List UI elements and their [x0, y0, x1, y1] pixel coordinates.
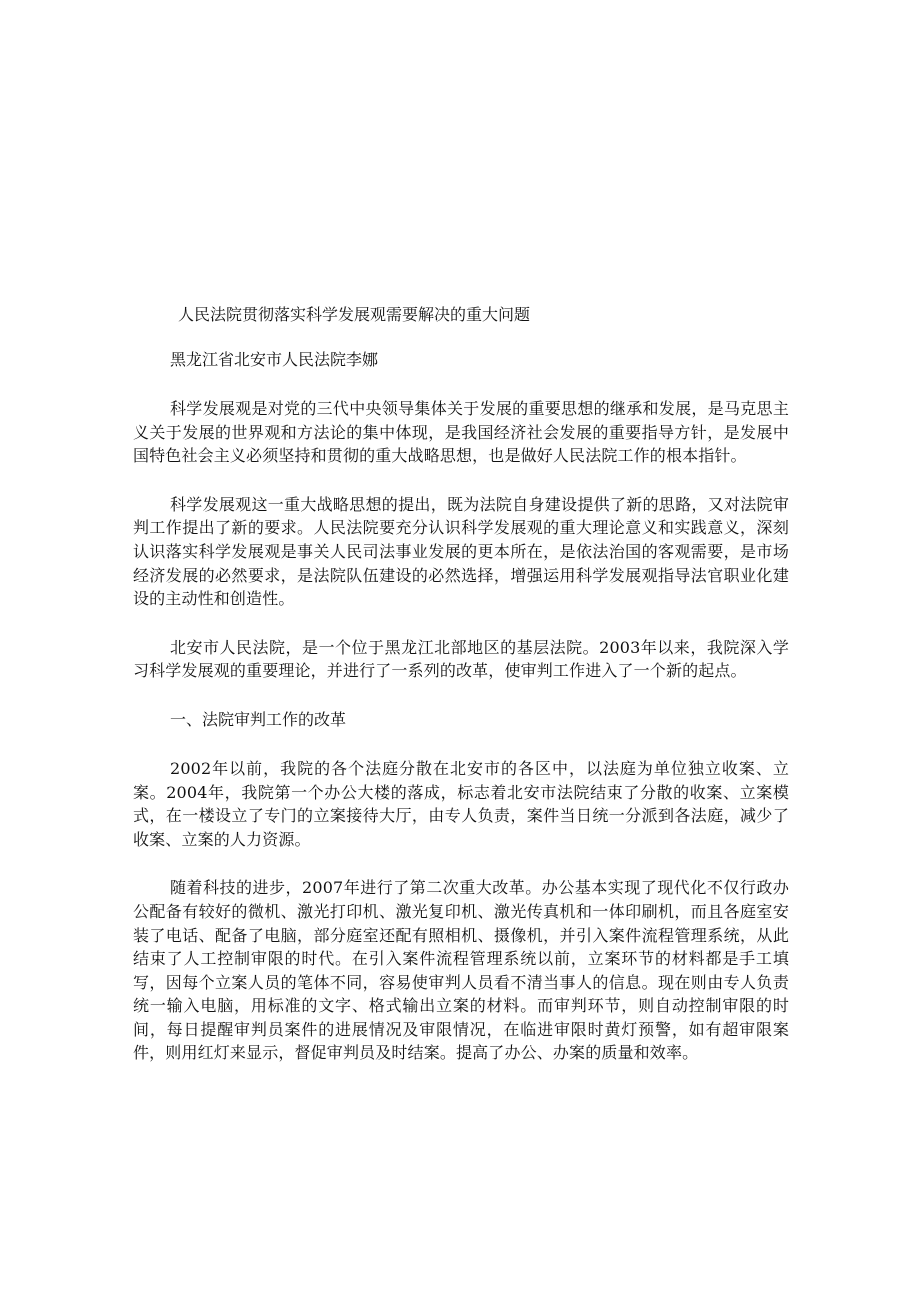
section-paragraph-1: 2002年以前，我院的各个法庭分散在北安市的各区中，以法庭为单位独立收案、立案。2004年，我院第一个办公大楼的落成，标志着北安市法院结束了分散的收案、立案模式，在一楼设立了专门的立案接待大厅，由专人负责，案件当日统一分派到各法庭，减少了收案、立案的人力资源。 — [133, 758, 789, 849]
paragraph-2: 科学发展观这一重大战略思想的提出，既为法院自身建设提供了新的思路，又对法院审判工作提出了新的要求。人民法院要充分认识科学发展观的重大理论意义和实践意义，深刻认识落实科学发展观是事关人民司法事业发展的更本所在，是依法治国的客观需要，是市场经济发展的必然要求，是法院队伍建设的必然选择，增强运用科学发展观指导法官职业化建设的主动性和创造性。 — [133, 494, 789, 609]
document-body — [133, 303, 789, 1065]
paragraph-3: 北安市人民法院，是一个位于黑龙江北部地区的基层法院。2003年以来，我院深入学习科学发展观的重要理论，并进行了一系列的改革，使审判工作进入了一个新的起点。 — [133, 637, 789, 681]
author-line: 黑龙江省北安市人民法院李娜 — [170, 350, 379, 369]
paragraph-1: 科学发展观是对党的三代中央领导集体关于发展的重要思想的继承和发展，是马克思主义关于发展的世界观和方法论的集中体现，是我国经济社会发展的重要指导方针，是发展中国特色社会主义必须坚持和贯彻的重大战略思想，也是做好人民法院工作的根本指针。 — [133, 399, 789, 466]
section-heading: 一、法院审判工作的改革 — [170, 709, 347, 729]
document-title: 人民法院贯彻落实科学发展观需要解决的重大问题 — [178, 305, 531, 324]
section-paragraph-2: 随着科技的进步，2007年进行了第二次重大改革。办公基本实现了现代化不仅行政办公配备有较好的微机、激光打印机、激光复印机、激光传真机和一体印刷机，而且各庭室安装了电话、配备了电脑，部分庭室还配有照相机、摄像机，并引入案件流程管理系统，从此结束了人工控制审限的时代。在引入案件流程管理系统以前，立案环节的材料都是手工填写，因每个立案人员的笔体不同，容易使审判人员看不清当事人的信息。现在则由专人负责统一输入电脑，用标准的文字、格式输出立案的材料。而审判环节，则自动控制审限的时间，每日提醒审判员案件的进展情况及审限情况，在临进审限时黄灯预警，如有超审限案件，则用红灯来显示，督促审判员及时结案。提高了办公、办案的质量和效率。 — [133, 878, 789, 1063]
